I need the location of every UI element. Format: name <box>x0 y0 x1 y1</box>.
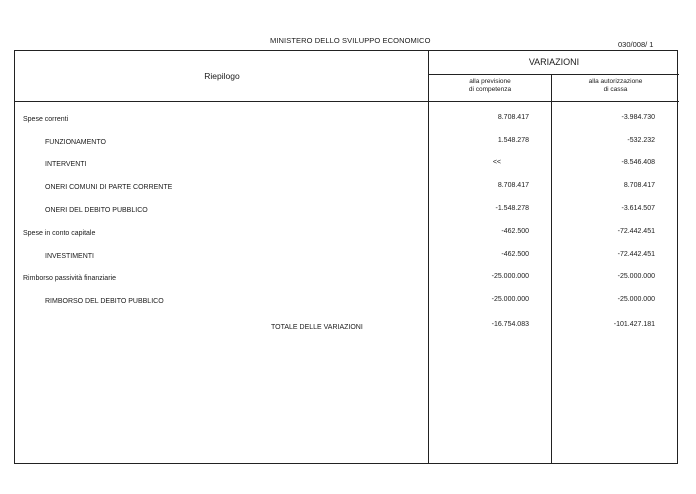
row-cassa: -25.000.000 <box>617 273 655 280</box>
row-label: ONERI DEL DEBITO PUBBLICO <box>45 207 148 214</box>
competenza-header-line2: di competenza <box>468 86 512 93</box>
row-competenza: -1.548.278 <box>495 205 529 212</box>
row-competenza: 8.708.417 <box>497 182 529 189</box>
row-label: Spese correnti <box>23 116 69 123</box>
cassa-header <box>552 78 679 94</box>
header-code: 030/008/ 1 <box>618 40 654 49</box>
row-cassa: -8.546.408 <box>621 159 655 166</box>
competenza-header-line1: alla previsione <box>469 78 511 85</box>
cassa-header-line1: alla autorizzazione <box>588 78 643 85</box>
row-cassa: -72.442.451 <box>617 228 655 235</box>
total-competenza: -16.754.083 <box>491 321 529 328</box>
row-label: INVESTIMENTI <box>45 253 95 260</box>
row-competenza: 8.708.417 <box>497 114 529 121</box>
row-cassa: -3.984.730 <box>621 114 655 121</box>
total-cassa: -101.427.181 <box>613 321 655 328</box>
group-header-divider <box>428 74 679 75</box>
row-label: RIMBORSO DEL DEBITO PUBBLICO <box>45 298 164 305</box>
header-divider <box>15 101 679 102</box>
row-label: Spese in conto capitale <box>23 230 96 237</box>
row-competenza: -462.500 <box>501 251 529 258</box>
row-cassa: -532.232 <box>627 137 655 144</box>
row-label: INTERVENTI <box>45 161 87 168</box>
row-label: ONERI COMUNI DI PARTE CORRENTE <box>45 184 173 191</box>
summary-table <box>14 50 678 464</box>
row-label: FUNZIONAMENTO <box>45 139 106 146</box>
total-label: TOTALE DELLE VARIAZIONI <box>271 324 363 331</box>
row-cassa: 8.708.417 <box>623 182 655 189</box>
row-cassa: -25.000.000 <box>617 296 655 303</box>
competenza-header <box>429 78 551 94</box>
header-title: MINISTERO DELLO SVILUPPO ECONOMICO <box>270 36 431 45</box>
riepilogo-header: Riepilogo <box>204 71 240 81</box>
row-competenza: << <box>492 159 501 166</box>
row-competenza: 1.548.278 <box>497 137 529 144</box>
variazioni-header: VARIAZIONI <box>528 57 580 67</box>
column-divider-right <box>551 75 552 463</box>
cassa-header-line2: di cassa <box>603 86 628 93</box>
row-competenza: -25.000.000 <box>491 273 529 280</box>
row-competenza: -25.000.000 <box>491 296 529 303</box>
row-competenza: -462.500 <box>501 228 529 235</box>
row-cassa: -3.614.507 <box>621 205 655 212</box>
row-label: Rimborso passività finanziarie <box>23 275 116 282</box>
row-cassa: -72.442.451 <box>617 251 655 258</box>
